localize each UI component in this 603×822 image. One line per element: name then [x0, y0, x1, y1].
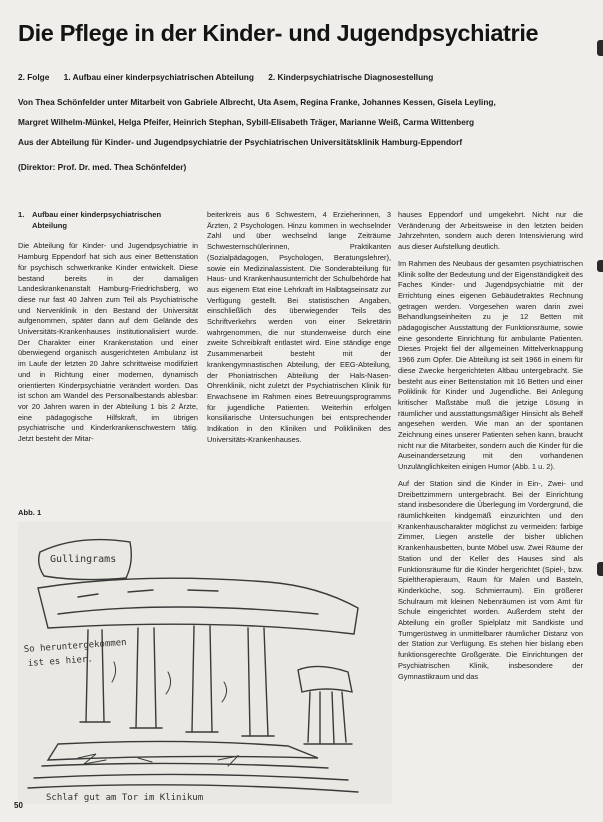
binding-edge-mark	[597, 260, 603, 272]
paragraph: hauses Eppendorf und umgekehrt. Nicht nur die Veränderung der Arbeitsweise in den letzten beiden Jahrzehnten, sondern auch deren Intensivierung wird aus dieser Aufstellung deutlich.	[398, 210, 583, 252]
paragraph: Im Rahmen des Neubaus der gesamten psychiatrischen Klinik sollte der Bedeutung und der Eigenständigkeit des Faches Kinder- und Jugendpsychiatrie mit der Errichtung eines eigenen Gebäudetraktes Rechnung getragen werden. Vorgesehen waren darin zwei Behandlungseinheiten zu je 12 Betten mit pädagogischer Ausstattung der Funktionsräume, sowie eine gesonderte Einrichtung für ambulante Patienten. Dieses Projekt fiel der allgemeinen Mittelverknappung 1966 zum Opfer. Die Abteilung ist seit 1966 in einem für diese Zwecke hergerichteten Altbau untergebracht. Sie besteht aus einer Bettenstation mit 16 Betten und einer Poliklinik für Kinder und Jugendliche. Bei Anlegung kritischer Maßstäbe muß die jetzige Lösung in räumlicher und ausstattungsmäßiger Hinsicht als Behelf angesehen werden. Wie man an der spontanen Zeichnung eines unserer Patienten sehen kann, braucht nicht nur die Mitarbeiter, sondern auch die Kinder für die Auseinandersetzung mit den vorhandenen Unzulänglichkeiten einigen Humor (Abb. 1 u. 2).	[398, 258, 583, 472]
figure-child-drawing	[18, 522, 392, 804]
director-line: (Direktor: Prof. Dr. med. Thea Schönfelder)	[18, 162, 187, 172]
drawing-svg	[18, 522, 392, 804]
drawing-text-caption: Schlaf gut am Tor im Klinikum	[46, 793, 204, 803]
binding-edge-mark	[597, 562, 603, 576]
paragraph: Auf der Station sind die Kinder in Ein-, Zwei- und Dreibettzimmern untergebracht. Bei der Einrichtung stand insbesondere die Überlegung im Vordergrund, die räumlichkeiten kindgemäß einzurichten und den Krankenhauscharakter möglichst zu vermeiden: farbige Zimmer, Liegen anstelle der bisher üblichen Krankenhausbetten, bunte Möbel usw. Zwei Räume der Station und der Keller des Hauses sind als Funktionsräume für die Kinder hergerichtet (Spiel-, bzw. Spieltherapieraum, Raum für Malen und Basteln, Kinderküche, sog. Schmierraum). Ein größerer Schulraum mit kleinen Nebenräumen ist vom Amt für Schule eingerichtet worden. Außerdem steht der Abteilung ein großer Spielplatz mit Sandkiste und Turngerüstweg in unmittelbarer räumlicher Distanz von der Station zur Verfügung. Es stehen hier bislang eben funktionsgerechte Großgeräte. Die Einrichtungen der Psychiatrischen Klinik, insbesondere der Gymnastikraum und das	[398, 478, 583, 681]
series-part-1: 1. Aufbau einer kinderpsychiatrischen Abteilung	[63, 72, 254, 82]
text-column-3	[398, 210, 583, 810]
author-line: Von Thea Schönfelder unter Mitarbeit von Gabriele Albrecht, Uta Asem, Regina Franke, Johannes Kessen, Gisela Leyling,	[18, 97, 496, 107]
author-block	[18, 92, 593, 152]
author-line: Margret Wilhelm-Münkel, Helga Pfeifer, Heinrich Stephan, Sybill-Elisabeth Träger, Marianne Weiß, Carma Wittenberg	[18, 117, 475, 127]
series-part-2: 2. Kinderpsychiatrische Diagnosestellung	[268, 72, 434, 82]
series-line	[18, 72, 588, 82]
text-column-1	[18, 210, 198, 488]
series-folge: 2. Folge	[18, 72, 50, 82]
figure-label: Abb. 1	[18, 508, 42, 517]
text-column-2	[207, 210, 391, 492]
article-title: Die Pflege in der Kinder- und Jugendpsychiatrie	[18, 20, 539, 46]
drawing-text-2: ist es hier.	[27, 654, 94, 669]
paragraph: Die Abteilung für Kinder- und Jugendpsychiatrie in Hamburg Eppendorf hat sich aus einer Bettenstation für psychisch schwerkranke Kinder entwickelt. Diese bestand bereits in der damaligen Landeskrankenanstalt Hamburg-Friedrichsberg, wo diese nur fast 40 Jahren zum Teil als Psychiatrische und Nervenklinik in den Bestand der Universität aufgenommen, später dann auf dem Gelände des Universitäts-Krankenhauses institutionalisiert wurde. Der Charakter einer Krankenstation und einer überwiegend organisch ausgerichteten Ambulanz ist im Laufe der letzten 20 Jahre schrittweise modifiziert und in Richtung einer modernen, dynamisch orientierten Kinderpsychiatrie verändert worden. Das ist schon am Wandel des Personalbestands ablesbar: vor 20 Jahren waren in der Abteilung 1 bis 2 Ärzte, eine pädagogische Hilfskraft, im übrigen psychiatrische und Kinderkrankenschwestern tätig. Jetzt besteht der Mitar-	[18, 241, 198, 444]
section-heading	[18, 210, 198, 231]
drawing-text-1: So heruntergekommen	[23, 637, 127, 655]
section-heading-line-1: Aufbau einer kinderpsychiatrischen	[32, 210, 162, 219]
affiliation-line: Aus der Abteilung für Kinder- und Jugendpsychiatrie der Psychiatrischen Universitätsklinik Hamburg-Eppendorf	[18, 137, 463, 147]
section-number: 1.	[18, 210, 25, 219]
paragraph: beiterkreis aus 6 Schwestern, 4 Erzieherinnen, 3 Ärzten, 2 Psychologen. Hinzu kommen in wechselnder Zahl und über wechselnd lange Zeiträume Schwesternschülerinnen, Praktikanten (Sozialpädagogen, Psychologen, Beratungslehrer), sowie ein Medizinalassistent. Die Sonderabteilung für Haus- und Krankenhausunterricht der Schulbehörde hat aus eigenem Etat eine Lehrkraft im Halbtagseinsatz zur Verfügung gestellt. Bei statistischen Angaben, einschließlich des überwiegender Teils des Schriftverkehrs werden von einer Sekretärin wahrgenommen, die nur stundenweise durch eine zweite Schreibkraft entlastet wird. Eine ständige enge Zusammenarbeit besteht mit der krankengymnastischen Abteilung, der EEG-Abteilung, der Phoniatrischen Abteilung der Hals-Nasen-Ohrenklinik, nicht zuletzt der Psychiatrischen Klinik für Erwachsene im Rahmen eines Betreuungsprogramms für jugendliche Patienten. Weiterhin erfolgen konsiliarische Untersuchungen bei entsprechender Indikation in den Kliniken und Polikliniken des Universitäts-Krankenhauses.	[207, 210, 391, 444]
drawing-text-sign: Gullingrams	[50, 554, 117, 565]
page-number: 50	[14, 801, 23, 810]
section-heading-line-2: Abteilung	[32, 220, 68, 230]
binding-edge-mark	[597, 40, 603, 56]
